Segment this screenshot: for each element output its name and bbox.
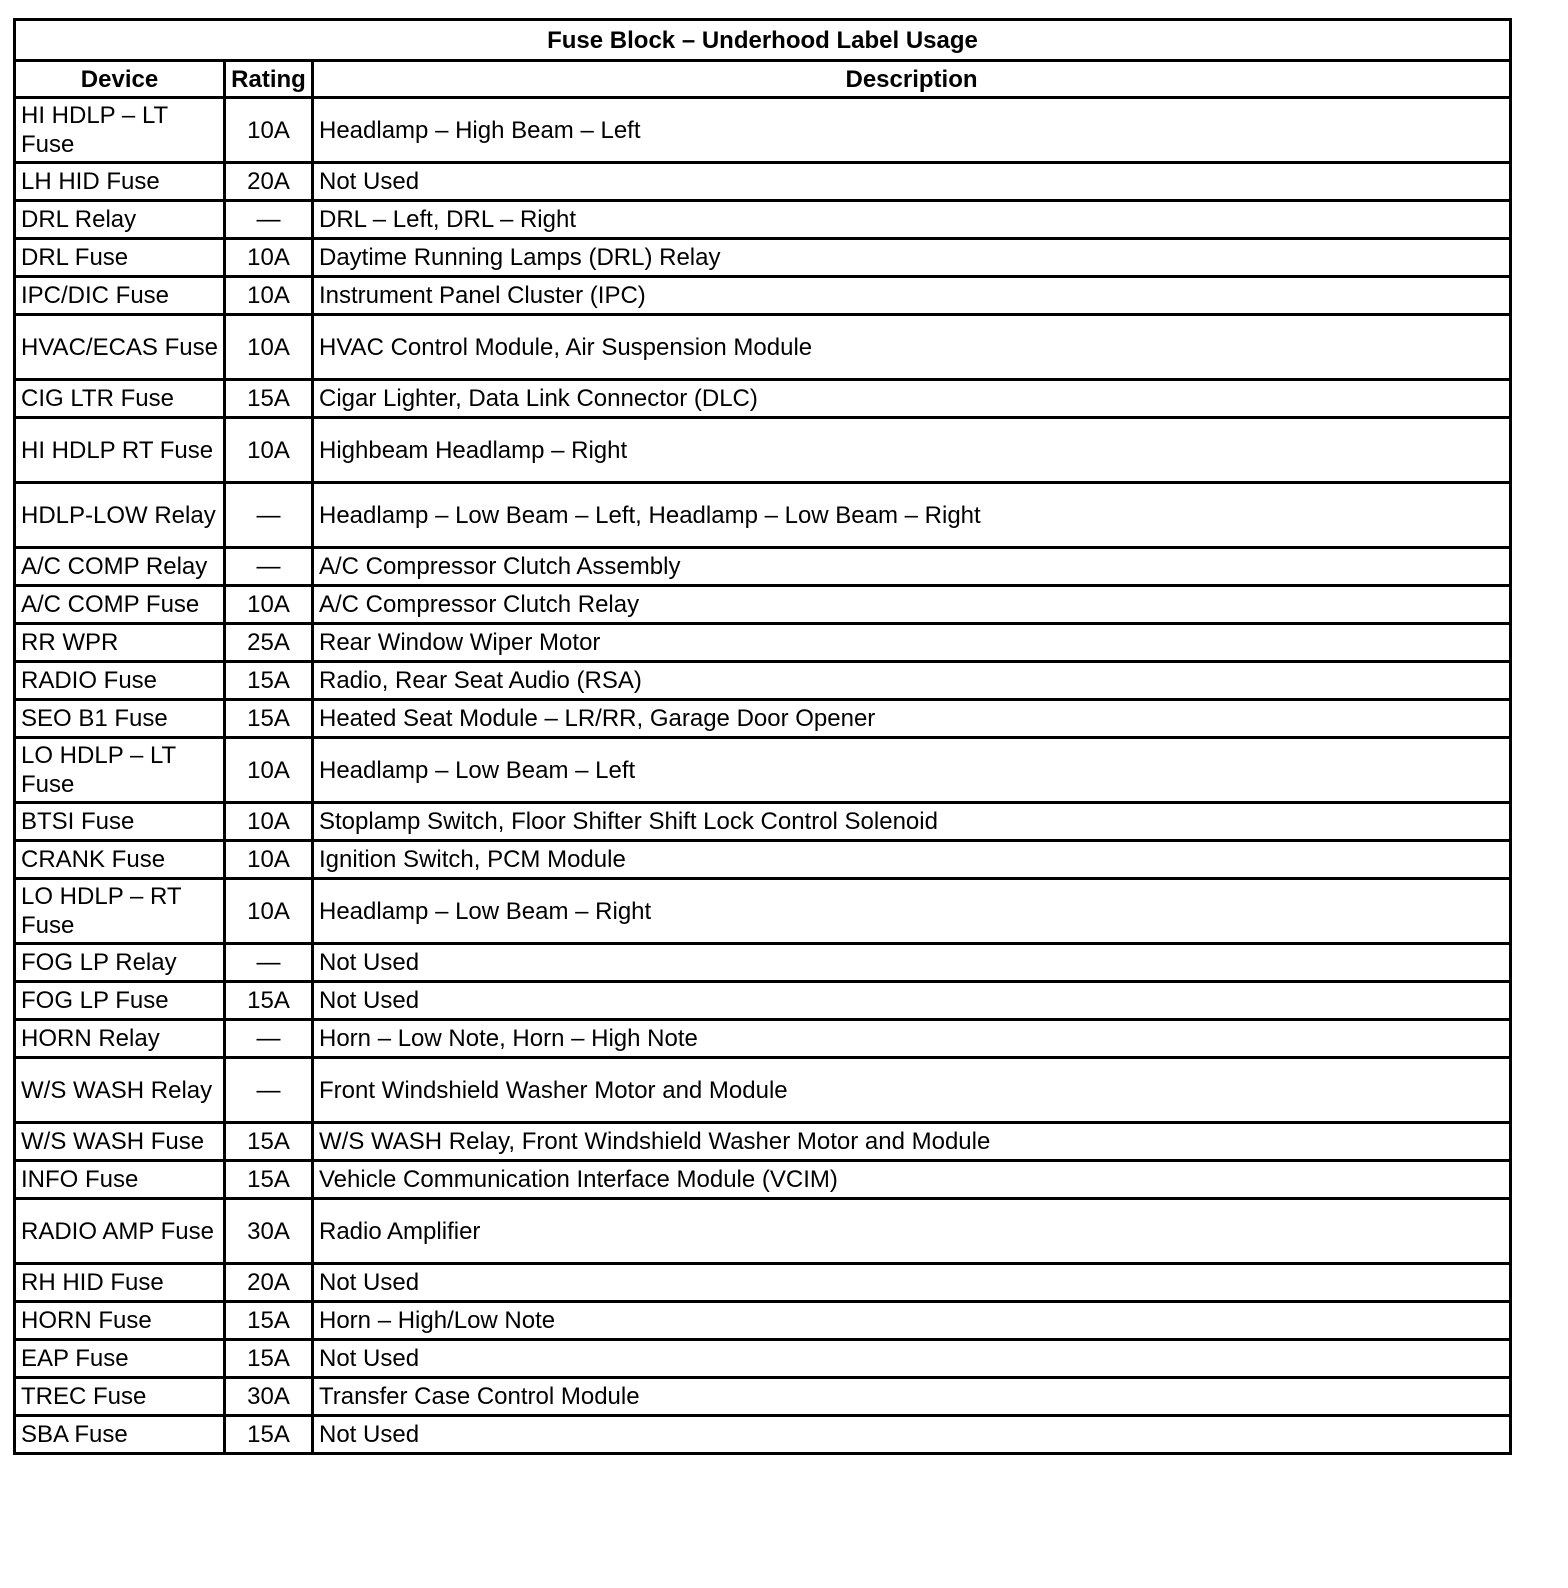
device-cell: LO HDLP – LT Fuse <box>15 738 225 803</box>
table-row <box>15 277 1511 315</box>
table-body <box>15 98 1511 1454</box>
rating-cell: 15A <box>225 1340 313 1378</box>
description-cell: DRL – Left, DRL – Right <box>313 201 1511 239</box>
table-row <box>15 738 1511 803</box>
device-cell: CRANK Fuse <box>15 841 225 879</box>
table-row <box>15 239 1511 277</box>
table-row <box>15 98 1511 163</box>
table-row <box>15 1020 1511 1058</box>
description-cell: Not Used <box>313 1416 1511 1454</box>
description-cell: Not Used <box>313 982 1511 1020</box>
table-row <box>15 1264 1511 1302</box>
device-cell: EAP Fuse <box>15 1340 225 1378</box>
rating-cell: 30A <box>225 1199 313 1264</box>
description-cell: Headlamp – Low Beam – Left <box>313 738 1511 803</box>
rating-cell: 10A <box>225 239 313 277</box>
description-cell: Highbeam Headlamp – Right <box>313 418 1511 483</box>
rating-cell: 10A <box>225 98 313 163</box>
description-cell: Headlamp – Low Beam – Left, Headlamp – Low Beam – Right <box>313 483 1511 548</box>
description-cell: Cigar Lighter, Data Link Connector (DLC) <box>313 380 1511 418</box>
table-row <box>15 315 1511 380</box>
device-cell: RR WPR <box>15 624 225 662</box>
device-cell: W/S WASH Fuse <box>15 1123 225 1161</box>
device-cell: IPC/DIC Fuse <box>15 277 225 315</box>
description-cell: Transfer Case Control Module <box>313 1378 1511 1416</box>
table-row <box>15 1302 1511 1340</box>
table-row <box>15 1416 1511 1454</box>
table-row <box>15 1161 1511 1199</box>
table-row <box>15 944 1511 982</box>
device-cell: W/S WASH Relay <box>15 1058 225 1123</box>
description-cell: Front Windshield Washer Motor and Module <box>313 1058 1511 1123</box>
table-row <box>15 418 1511 483</box>
description-cell: Heated Seat Module – LR/RR, Garage Door Opener <box>313 700 1511 738</box>
device-cell: HI HDLP – LT Fuse <box>15 98 225 163</box>
rating-cell: 30A <box>225 1378 313 1416</box>
device-cell: LH HID Fuse <box>15 163 225 201</box>
rating-cell: 10A <box>225 738 313 803</box>
rating-cell: 15A <box>225 1161 313 1199</box>
description-cell: Ignition Switch, PCM Module <box>313 841 1511 879</box>
device-cell: HORN Relay <box>15 1020 225 1058</box>
table-title-row <box>15 20 1511 61</box>
rating-cell: 20A <box>225 1264 313 1302</box>
description-cell: Not Used <box>313 163 1511 201</box>
device-cell: TREC Fuse <box>15 1378 225 1416</box>
table-row <box>15 201 1511 239</box>
device-cell: BTSI Fuse <box>15 803 225 841</box>
description-cell: W/S WASH Relay, Front Windshield Washer Motor and Module <box>313 1123 1511 1161</box>
rating-cell: — <box>225 201 313 239</box>
rating-cell: — <box>225 548 313 586</box>
fuse-usage-table <box>13 18 1512 1455</box>
table-row <box>15 624 1511 662</box>
description-cell: Stoplamp Switch, Floor Shifter Shift Lock Control Solenoid <box>313 803 1511 841</box>
device-cell: DRL Fuse <box>15 239 225 277</box>
description-cell: Radio, Rear Seat Audio (RSA) <box>313 662 1511 700</box>
device-cell: A/C COMP Fuse <box>15 586 225 624</box>
table-row <box>15 586 1511 624</box>
rating-cell: 10A <box>225 879 313 944</box>
rating-cell: — <box>225 1020 313 1058</box>
column-header-device: Device <box>15 61 225 98</box>
rating-cell: — <box>225 944 313 982</box>
device-cell: HDLP-LOW Relay <box>15 483 225 548</box>
device-cell: HVAC/ECAS Fuse <box>15 315 225 380</box>
table-row <box>15 1058 1511 1123</box>
device-cell: SEO B1 Fuse <box>15 700 225 738</box>
description-cell: A/C Compressor Clutch Relay <box>313 586 1511 624</box>
device-cell: DRL Relay <box>15 201 225 239</box>
table-row <box>15 1199 1511 1264</box>
device-cell: CIG LTR Fuse <box>15 380 225 418</box>
device-cell: HORN Fuse <box>15 1302 225 1340</box>
description-cell: Instrument Panel Cluster (IPC) <box>313 277 1511 315</box>
table-row <box>15 1340 1511 1378</box>
table-row <box>15 662 1511 700</box>
table-row <box>15 380 1511 418</box>
device-cell: RH HID Fuse <box>15 1264 225 1302</box>
column-header-description: Description <box>313 61 1511 98</box>
table-row <box>15 163 1511 201</box>
rating-cell: 15A <box>225 380 313 418</box>
rating-cell: 10A <box>225 586 313 624</box>
table-row <box>15 803 1511 841</box>
table-row <box>15 548 1511 586</box>
rating-cell: — <box>225 483 313 548</box>
table-title: Fuse Block – Underhood Label Usage <box>15 20 1511 61</box>
description-cell: Rear Window Wiper Motor <box>313 624 1511 662</box>
rating-cell: 10A <box>225 803 313 841</box>
description-cell: Horn – Low Note, Horn – High Note <box>313 1020 1511 1058</box>
device-cell: FOG LP Fuse <box>15 982 225 1020</box>
description-cell: Headlamp – Low Beam – Right <box>313 879 1511 944</box>
description-cell: Headlamp – High Beam – Left <box>313 98 1511 163</box>
rating-cell: 20A <box>225 163 313 201</box>
device-cell: FOG LP Relay <box>15 944 225 982</box>
rating-cell: 10A <box>225 418 313 483</box>
device-cell: RADIO AMP Fuse <box>15 1199 225 1264</box>
table-row <box>15 841 1511 879</box>
device-cell: A/C COMP Relay <box>15 548 225 586</box>
device-cell: RADIO Fuse <box>15 662 225 700</box>
rating-cell: 25A <box>225 624 313 662</box>
device-cell: SBA Fuse <box>15 1416 225 1454</box>
table-row <box>15 1123 1511 1161</box>
rating-cell: 10A <box>225 841 313 879</box>
rating-cell: 10A <box>225 315 313 380</box>
rating-cell: 15A <box>225 1123 313 1161</box>
rating-cell: 15A <box>225 982 313 1020</box>
table-row <box>15 1378 1511 1416</box>
rating-cell: 15A <box>225 700 313 738</box>
description-cell: HVAC Control Module, Air Suspension Module <box>313 315 1511 380</box>
description-cell: Daytime Running Lamps (DRL) Relay <box>313 239 1511 277</box>
description-cell: Not Used <box>313 1264 1511 1302</box>
description-cell: Horn – High/Low Note <box>313 1302 1511 1340</box>
table-row <box>15 483 1511 548</box>
table-header-row <box>15 61 1511 98</box>
table-row <box>15 982 1511 1020</box>
device-cell: HI HDLP RT Fuse <box>15 418 225 483</box>
table-row <box>15 879 1511 944</box>
column-header-rating: Rating <box>225 61 313 98</box>
description-cell: Not Used <box>313 944 1511 982</box>
description-cell: A/C Compressor Clutch Assembly <box>313 548 1511 586</box>
description-cell: Radio Amplifier <box>313 1199 1511 1264</box>
device-cell: LO HDLP – RT Fuse <box>15 879 225 944</box>
rating-cell: — <box>225 1058 313 1123</box>
table-row <box>15 700 1511 738</box>
description-cell: Vehicle Communication Interface Module (VCIM) <box>313 1161 1511 1199</box>
description-cell: Not Used <box>313 1340 1511 1378</box>
rating-cell: 15A <box>225 1416 313 1454</box>
rating-cell: 15A <box>225 662 313 700</box>
rating-cell: 15A <box>225 1302 313 1340</box>
rating-cell: 10A <box>225 277 313 315</box>
device-cell: INFO Fuse <box>15 1161 225 1199</box>
